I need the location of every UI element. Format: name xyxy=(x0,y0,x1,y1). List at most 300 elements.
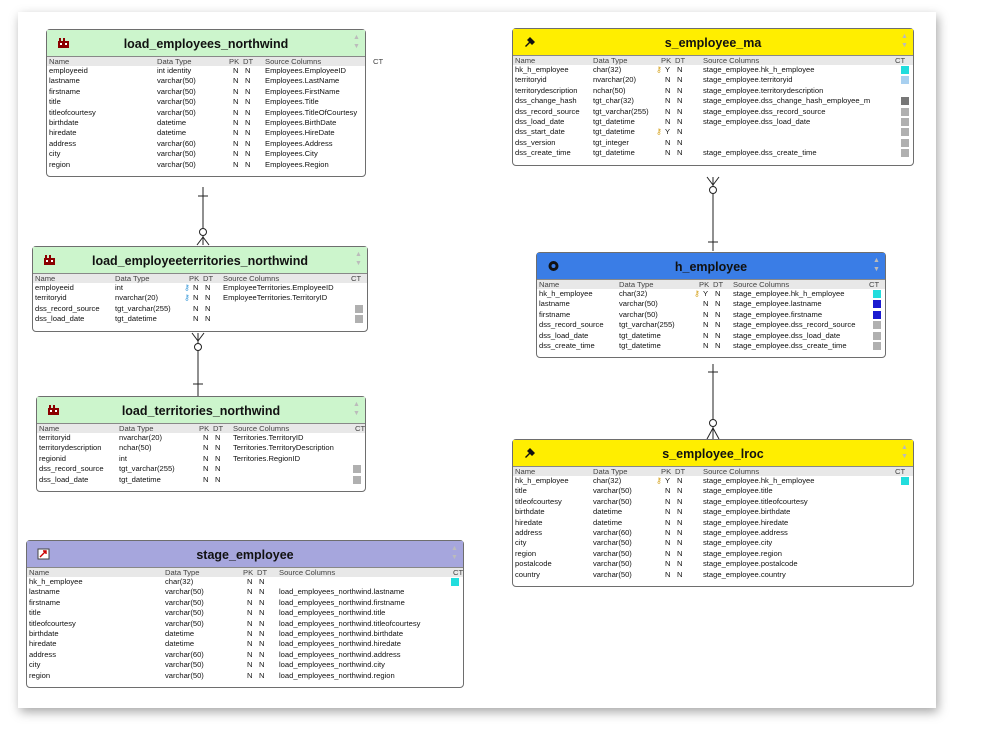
cell-src: load_employees_northwind.title xyxy=(279,608,386,618)
cell-name: dss_create_time xyxy=(515,148,571,158)
column-header-src: Source Columns xyxy=(703,467,760,476)
cell-pk: N xyxy=(203,443,209,453)
cell-dt: N xyxy=(677,106,683,116)
table-h-employee[interactable] xyxy=(536,252,886,358)
column-type-swatch xyxy=(901,97,909,105)
column-header-row xyxy=(37,424,365,433)
table-row[interactable] xyxy=(47,139,365,149)
cell-type: tgt_varchar(255) xyxy=(115,303,171,313)
column-header-ct: CT xyxy=(895,56,906,65)
column-header-src: Source Columns xyxy=(703,56,760,65)
table-row[interactable] xyxy=(47,87,365,97)
cell-pk: N xyxy=(247,597,253,607)
cell-src: stage_employee.titleofcourtesy xyxy=(703,496,808,506)
column-header-row xyxy=(513,467,913,476)
table-row[interactable] xyxy=(47,97,365,107)
cell-type: varchar(50) xyxy=(593,486,632,496)
table-title: h_employee xyxy=(674,260,748,274)
cell-type: nvarchar(20) xyxy=(593,75,637,85)
table-row[interactable] xyxy=(27,587,463,597)
cell-type: tgt_varchar(255) xyxy=(593,106,649,116)
table-footer xyxy=(537,351,885,357)
scroll-arrows-icon[interactable]: ▲ ▼ xyxy=(873,257,880,273)
cell-type: varchar(50) xyxy=(165,618,204,628)
cell-dt: N xyxy=(245,138,251,148)
cell-dt: N xyxy=(715,289,721,298)
cell-pk: N xyxy=(703,330,709,340)
column-header-pk: PK xyxy=(243,568,254,577)
cell-pk: N xyxy=(233,117,239,127)
table-row[interactable] xyxy=(27,671,463,681)
cell-dt: N xyxy=(715,330,721,340)
cell-type: tgt_integer xyxy=(593,137,629,147)
cell-name: title xyxy=(49,97,61,107)
table-row[interactable] xyxy=(27,660,463,670)
cell-dt: N xyxy=(677,507,683,517)
cell-pk: N xyxy=(703,320,709,330)
cell-pk: N xyxy=(247,608,253,618)
column-header-pk: PK xyxy=(661,56,672,65)
column-header-pk: PK xyxy=(699,280,710,289)
cell-type: tgt_datetime xyxy=(593,116,635,126)
table-row[interactable] xyxy=(47,118,365,128)
table-row[interactable] xyxy=(513,559,913,569)
cell-src: stage_employee.dss_load_date xyxy=(733,330,841,340)
cell-type: datetime xyxy=(165,639,195,649)
primary-key-icon: ⚷ xyxy=(656,127,662,137)
cell-pk: Y xyxy=(703,289,709,298)
cell-type: varchar(50) xyxy=(593,559,632,569)
cell-type: datetime xyxy=(165,628,195,638)
cell-name: hk_h_employee xyxy=(539,289,593,298)
cell-name: dss_record_source xyxy=(35,303,100,313)
cell-dt: N xyxy=(205,303,211,313)
table-row[interactable] xyxy=(37,454,365,464)
cell-pk: N xyxy=(193,303,199,313)
cell-pk: N xyxy=(233,97,239,107)
cell-type: tgt_varchar(255) xyxy=(119,464,175,474)
cell-src: stage_employee.dss_create_time xyxy=(703,148,817,158)
column-header-name: Name xyxy=(35,274,56,283)
table-row[interactable] xyxy=(37,475,365,485)
cell-name: birthdate xyxy=(29,628,59,638)
scroll-arrows-icon[interactable]: ▲ ▼ xyxy=(901,444,908,460)
cell-dt: N xyxy=(259,639,265,649)
column-header-name: Name xyxy=(39,424,60,433)
cell-pk: N xyxy=(703,340,709,350)
cell-dt: N xyxy=(677,538,683,548)
column-type-swatch xyxy=(355,305,363,313)
cell-src: stage_employee.territoryid xyxy=(703,75,793,85)
column-type-swatch xyxy=(873,342,881,350)
table-row[interactable] xyxy=(537,341,885,351)
column-header-row xyxy=(513,56,913,65)
cell-src: stage_employee.city xyxy=(703,538,773,548)
column-header-type: Data Type xyxy=(115,274,150,283)
table-row[interactable] xyxy=(27,577,463,587)
table-row[interactable] xyxy=(513,538,913,548)
table-row[interactable] xyxy=(27,639,463,649)
cell-name: lastname xyxy=(29,587,60,597)
cell-dt: N xyxy=(245,86,251,96)
column-header-ct: CT xyxy=(869,280,880,289)
cell-src: Employees.HireDate xyxy=(265,128,335,138)
table-row[interactable] xyxy=(513,486,913,496)
cell-dt: N xyxy=(677,96,683,106)
cell-name: territoryid xyxy=(515,75,547,85)
table-row[interactable] xyxy=(513,518,913,528)
cell-type: varchar(50) xyxy=(593,538,632,548)
table-stage-employee[interactable] xyxy=(26,540,464,688)
table-row[interactable] xyxy=(513,148,913,158)
cell-pk: N xyxy=(233,86,239,96)
column-type-swatch xyxy=(901,76,909,84)
cell-pk: N xyxy=(247,577,253,586)
cell-dt: N xyxy=(215,433,221,442)
table-row[interactable] xyxy=(37,443,365,453)
column-type-swatch xyxy=(901,108,909,116)
cell-pk: N xyxy=(665,75,671,85)
cell-name: postalcode xyxy=(515,559,552,569)
cell-type: varchar(50) xyxy=(593,496,632,506)
table-row[interactable] xyxy=(537,310,885,320)
cell-type: datetime xyxy=(157,117,187,127)
cell-pk: N xyxy=(665,548,671,558)
table-load-employeeterritories-northwind[interactable] xyxy=(32,246,368,332)
column-header-type: Data Type xyxy=(593,56,628,65)
cell-type: varchar(50) xyxy=(165,670,204,680)
cell-type: tgt_datetime xyxy=(115,314,157,324)
cell-name: firstname xyxy=(539,309,571,319)
table-row[interactable] xyxy=(513,96,913,106)
cell-pk: N xyxy=(703,299,709,309)
table-row[interactable] xyxy=(47,108,365,118)
cell-src: Employees.LastName xyxy=(265,76,340,86)
cell-type: varchar(50) xyxy=(165,587,204,597)
cell-pk: N xyxy=(247,618,253,628)
table-s-employee-lroc[interactable] xyxy=(512,439,914,587)
cell-dt: N xyxy=(245,149,251,159)
cell-dt: N xyxy=(715,320,721,330)
table-row[interactable] xyxy=(27,608,463,618)
cell-dt: N xyxy=(245,128,251,138)
column-header-ct: CT xyxy=(373,57,384,66)
scroll-arrows-icon[interactable]: ▲ ▼ xyxy=(353,34,360,50)
table-row[interactable] xyxy=(47,128,365,138)
table-header[interactable] xyxy=(37,397,365,424)
cell-type: varchar(50) xyxy=(165,608,204,618)
cell-pk: N xyxy=(665,486,671,496)
column-header-type: Data Type xyxy=(619,280,654,289)
cell-pk: N xyxy=(233,138,239,148)
column-type-swatch xyxy=(901,139,909,147)
cell-dt: N xyxy=(259,628,265,638)
table-row[interactable] xyxy=(513,107,913,117)
cell-pk: N xyxy=(247,639,253,649)
cell-src: stage_employee.territorydescription xyxy=(703,85,824,95)
table-row[interactable] xyxy=(537,299,885,309)
column-header-dt: DT xyxy=(203,274,214,283)
cell-type: varchar(60) xyxy=(157,138,196,148)
cell-src: EmployeeTerritories.EmployeeID xyxy=(223,283,334,292)
cell-name: region xyxy=(29,670,51,680)
cell-dt: N xyxy=(215,453,221,463)
table-row[interactable] xyxy=(513,86,913,96)
cell-name: hk_h_employee xyxy=(515,65,569,74)
cell-src: stage_employee.address xyxy=(703,527,788,537)
cell-src: stage_employee.hk_h_employee xyxy=(703,65,815,74)
cell-type: datetime xyxy=(593,517,623,527)
cell-dt: N xyxy=(677,569,683,579)
cell-src: load_employees_northwind.address xyxy=(279,649,401,659)
cell-dt: N xyxy=(259,577,265,586)
column-type-swatch xyxy=(873,332,881,340)
cell-src: Employees.Title xyxy=(265,97,319,107)
cell-name: region xyxy=(49,159,71,169)
cell-src: load_employees_northwind.titleofcourtesy xyxy=(279,618,421,628)
cell-dt: N xyxy=(677,559,683,569)
cell-pk: N xyxy=(203,474,209,484)
table-row[interactable] xyxy=(513,75,913,85)
cell-pk: N xyxy=(203,433,209,442)
cell-name: city xyxy=(515,538,527,548)
cell-dt: N xyxy=(259,670,265,680)
table-row[interactable] xyxy=(37,433,365,443)
table-row[interactable] xyxy=(513,138,913,148)
table-header[interactable] xyxy=(27,541,463,568)
scroll-arrows-icon[interactable]: ▲ ▼ xyxy=(451,545,458,561)
table-header[interactable] xyxy=(513,29,913,56)
table-row[interactable] xyxy=(513,528,913,538)
cell-name: territoryid xyxy=(39,433,71,442)
cell-pk: N xyxy=(665,116,671,126)
cell-type: varchar(60) xyxy=(165,649,204,659)
cell-dt: N xyxy=(215,474,221,484)
table-row[interactable] xyxy=(27,629,463,639)
cell-src: stage_employee.hiredate xyxy=(703,517,789,527)
table-row[interactable] xyxy=(47,149,365,159)
cell-pk: N xyxy=(665,148,671,158)
cell-type: char(32) xyxy=(593,476,622,485)
table-header[interactable] xyxy=(537,253,885,280)
table-footer xyxy=(33,325,367,331)
cell-pk: Y xyxy=(665,65,671,74)
column-header-row xyxy=(47,57,384,66)
cell-name: firstname xyxy=(49,86,81,96)
cell-dt: N xyxy=(259,660,265,670)
cell-pk: N xyxy=(233,159,239,169)
cell-name: titleofcourtesy xyxy=(49,107,96,117)
table-row[interactable] xyxy=(537,289,885,299)
cell-pk: Y xyxy=(665,476,671,485)
cell-src: Employees.City xyxy=(265,149,318,159)
column-type-swatch xyxy=(901,149,909,157)
cell-name: dss_load_date xyxy=(515,116,565,126)
cell-name: city xyxy=(29,660,41,670)
cell-type: tgt_datetime xyxy=(593,127,635,137)
cell-dt: N xyxy=(215,443,221,453)
table-header[interactable] xyxy=(33,247,367,274)
cell-name: birthdate xyxy=(49,117,79,127)
table-load-territories-northwind[interactable] xyxy=(36,396,366,492)
cell-pk: N xyxy=(203,453,209,463)
table-footer xyxy=(513,159,913,165)
table-row[interactable] xyxy=(47,160,365,170)
cell-src: stage_employee.hk_h_employee xyxy=(703,476,815,485)
cell-src: stage_employee.postalcode xyxy=(703,559,798,569)
table-header[interactable] xyxy=(47,30,365,57)
table-title: stage_employee xyxy=(196,548,294,562)
cell-pk: N xyxy=(665,559,671,569)
table-row[interactable] xyxy=(33,304,367,314)
cell-name: birthdate xyxy=(515,507,545,517)
cell-name: employeeid xyxy=(49,66,88,75)
column-type-swatch xyxy=(873,290,881,298)
primary-key-icon: ⚷ xyxy=(184,293,190,303)
table-title: s_employee_ma xyxy=(664,36,762,50)
cell-type: varchar(50) xyxy=(157,149,196,159)
cell-name: hiredate xyxy=(515,517,543,527)
cell-name: country xyxy=(515,569,540,579)
cell-pk: N xyxy=(233,107,239,117)
column-header-type: Data Type xyxy=(157,57,192,66)
table-row[interactable] xyxy=(47,76,365,86)
cell-pk: N xyxy=(193,314,199,324)
cell-dt: N xyxy=(259,587,265,597)
table-footer xyxy=(513,580,913,586)
column-header-name: Name xyxy=(539,280,560,289)
cell-src: stage_employee.dss_load_date xyxy=(703,116,811,126)
table-row[interactable] xyxy=(513,507,913,517)
cell-pk: N xyxy=(665,527,671,537)
table-row[interactable] xyxy=(513,497,913,507)
cell-pk: N xyxy=(665,517,671,527)
cell-src: load_employees_northwind.lastname xyxy=(279,587,405,597)
column-header-name: Name xyxy=(49,57,70,66)
cell-name: territorydescription xyxy=(515,85,578,95)
scroll-arrows-icon[interactable]: ▲ ▼ xyxy=(901,33,908,49)
table-row[interactable] xyxy=(513,117,913,127)
column-type-swatch xyxy=(353,476,361,484)
cell-dt: N xyxy=(677,548,683,558)
cell-name: dss_record_source xyxy=(39,464,104,474)
table-row[interactable] xyxy=(47,66,365,76)
cell-name: dss_create_time xyxy=(539,340,595,350)
cell-src: Employees.FirstName xyxy=(265,86,340,96)
cell-pk: N xyxy=(193,293,199,303)
table-row[interactable] xyxy=(33,293,367,303)
diagram-canvas xyxy=(18,12,936,708)
cell-src: stage_employee.region xyxy=(703,548,782,558)
cell-type: tgt_datetime xyxy=(619,340,661,350)
cell-dt: N xyxy=(677,85,683,95)
table-row[interactable] xyxy=(27,598,463,608)
cell-dt: N xyxy=(259,649,265,659)
cell-dt: N xyxy=(677,65,683,74)
cell-name: city xyxy=(49,149,61,159)
cell-name: dss_load_date xyxy=(39,474,89,484)
cell-name: lastname xyxy=(49,76,80,86)
cell-type: varchar(50) xyxy=(157,86,196,96)
scroll-arrows-icon[interactable]: ▲ ▼ xyxy=(355,251,362,267)
cell-pk: N xyxy=(665,569,671,579)
scroll-arrows-icon[interactable]: ▲ ▼ xyxy=(353,401,360,417)
cell-src: Employees.TitleOfCourtesy xyxy=(265,107,358,117)
cell-dt: N xyxy=(245,107,251,117)
table-row[interactable] xyxy=(513,549,913,559)
cell-pk: N xyxy=(665,137,671,147)
column-header-type: Data Type xyxy=(119,424,154,433)
cell-type: varchar(50) xyxy=(165,597,204,607)
column-header-name: Name xyxy=(515,56,536,65)
cell-src: stage_employee.firstname xyxy=(733,309,823,319)
table-row[interactable] xyxy=(37,464,365,474)
table-row[interactable] xyxy=(33,283,367,293)
column-header-dt: DT xyxy=(213,424,224,433)
cell-name: territorydescription xyxy=(39,443,102,453)
cell-type: datetime xyxy=(593,507,623,517)
cell-pk: N xyxy=(247,628,253,638)
cell-name: lastname xyxy=(539,299,570,309)
table-row[interactable] xyxy=(513,570,913,580)
table-row[interactable] xyxy=(27,619,463,629)
cell-dt: N xyxy=(245,66,251,75)
cell-name: address xyxy=(29,649,57,659)
cell-type: int xyxy=(119,453,128,463)
column-header-ct: CT xyxy=(453,568,464,577)
cell-type: tgt_datetime xyxy=(119,474,161,484)
cell-dt: N xyxy=(715,299,721,309)
cell-name: firstname xyxy=(29,597,61,607)
cell-name: dss_load_date xyxy=(539,330,589,340)
table-row[interactable] xyxy=(27,650,463,660)
column-type-swatch xyxy=(901,66,909,74)
column-header-pk: PK xyxy=(229,57,240,66)
column-header-pk: PK xyxy=(661,467,672,476)
cell-name: dss_start_date xyxy=(515,127,565,137)
primary-key-icon: ⚷ xyxy=(184,283,190,292)
table-row[interactable] xyxy=(513,476,913,486)
table-title: s_employee_lroc xyxy=(662,447,764,461)
cell-pk: N xyxy=(665,538,671,548)
cell-src: Employees.EmployeeID xyxy=(265,66,347,75)
cell-src: load_employees_northwind.city xyxy=(279,660,385,670)
table-row[interactable] xyxy=(513,65,913,75)
cell-pk: N xyxy=(247,649,253,659)
table-row[interactable] xyxy=(537,320,885,330)
cell-dt: N xyxy=(677,127,683,137)
table-header[interactable] xyxy=(513,440,913,467)
table-row[interactable] xyxy=(537,331,885,341)
table-row[interactable] xyxy=(33,314,367,324)
table-footer xyxy=(37,485,365,491)
table-s-employee-ma[interactable] xyxy=(512,28,914,166)
cell-pk: N xyxy=(233,66,239,75)
cell-pk: N xyxy=(665,507,671,517)
column-type-swatch xyxy=(873,311,881,319)
column-header-dt: DT xyxy=(675,56,686,65)
table-load-employees-northwind[interactable] xyxy=(46,29,384,177)
table-title: load_territories_northwind xyxy=(121,404,281,418)
cell-dt: N xyxy=(677,137,683,147)
column-header-src: Source Columns xyxy=(233,424,290,433)
cell-type: varchar(50) xyxy=(619,309,658,319)
table-row[interactable] xyxy=(513,127,913,137)
cell-dt: N xyxy=(677,116,683,126)
cell-pk: N xyxy=(247,670,253,680)
cell-name: titleofcourtesy xyxy=(515,496,562,506)
column-header-src: Source Columns xyxy=(223,274,280,283)
